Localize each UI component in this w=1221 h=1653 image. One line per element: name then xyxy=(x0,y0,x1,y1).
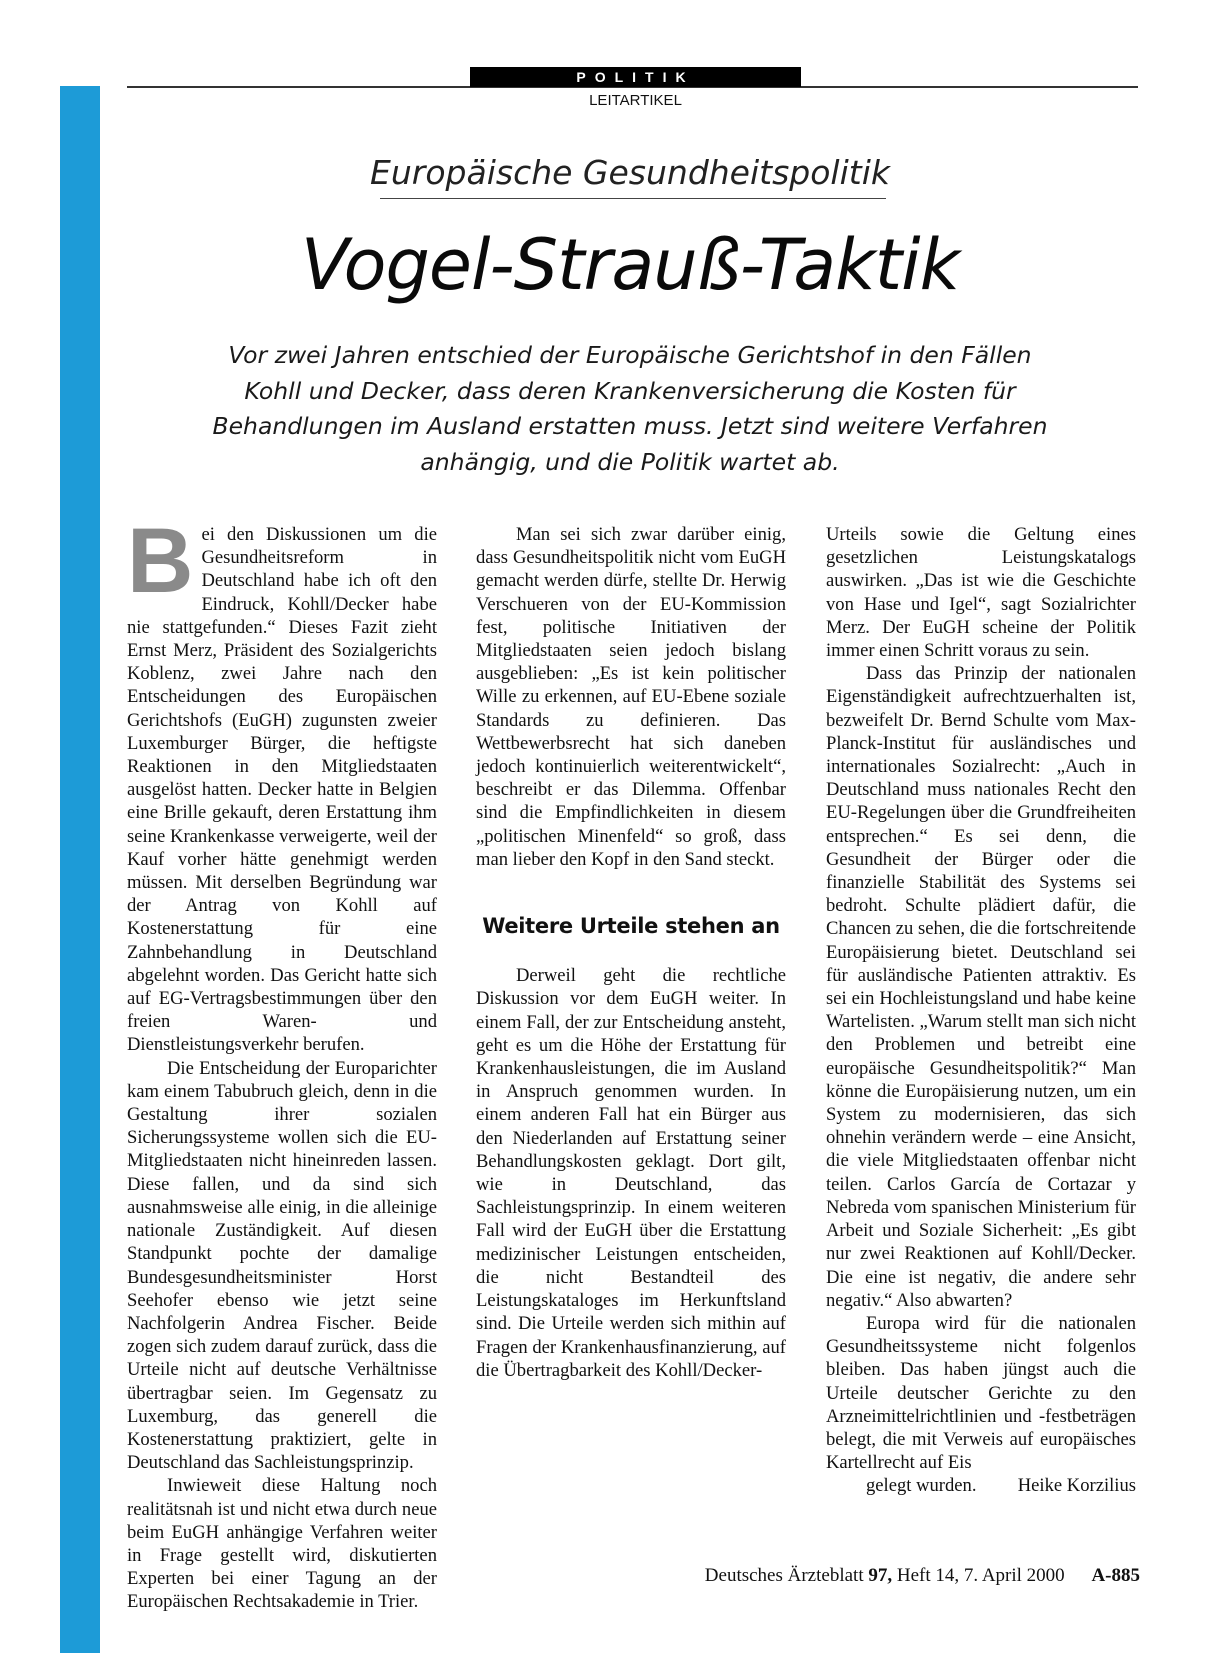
author-name: Heike Korzilius xyxy=(1017,1475,1136,1497)
column-1 xyxy=(127,510,437,1614)
journal-name: Deutsches Ärzteblatt xyxy=(704,1565,864,1586)
paragraph-5-continued: Urteils sowie die Geltung eines gesetzlichen Leistungskatalogs auswirken. „Das ist wie die Geschichte von Hase und Igel“, sagt Sozialrichter Merz. Der EuGH scheine der Politik immer einen Schritt voraus zu sein. xyxy=(826,524,1136,662)
journal-issue: Heft 14, 7. April 2000 xyxy=(896,1565,1065,1586)
paragraph-4: Man sei sich zwar darüber einig, dass Gesundheitspolitik nicht vom EuGH gemacht werden dürfe, stellte Dr. Herwig Verschueren von der EU-Kommission fest, politische Initiativen der Mitgliedstaaten seien jedoch bislang ausgeblieben: „Es ist kein politischer Wille zu erkennen, auf EU-Ebene soziale Standards zu definieren. Das Wettbewerbsrecht hat sich daneben jedoch kontinuierlich weiterentwickelt“, beschreibt er das Dilemma. Offenbar sind die Empfindlichkeiten in diesem „politischen Minenfeld“ so groß, dass man lieber den Kopf in den Sand steckt. xyxy=(476,524,786,870)
paragraph-6: Dass das Prinzip der nationalen Eigenständigkeit aufrechtzuerhalten ist, bezweifelt Dr. Bernd Schulte vom Max-Planck-Institut für ausländisches und internationales Sozialrecht: „Auch in Deutschland muss nationales Recht den EU-Regelungen über die Grundfreiheiten entsprechen.“ Es sei denn, die Gesundheit der Bürger oder die finanzielle Stabilität des Systems sei bedroht. Schulte plädiert dafür, die Chancen zu sehen, die die fortschreitende Europäisierung bietet. Deutschland sei für ausländische Patienten attraktiv. Es sei ein Hochleistungsland und habe keine Wartelisten. „Warum stellt man sich nicht den Problemen und betreibt eine europäische Gesundheitspolitik?“ Man könne die Europäisierung nutzen, um ein System zu modernisieren, das sich ohnehin verändern werde – eine Ansicht, die viele Mitgliedstaaten offenbar nicht teilen. Carlos García de Cortazar y Nebreda vom spanischen Ministerium für Arbeit und Soziale Sicherheit: „Es gibt nur zwei Reaktionen auf Kohll/Decker. Die eine ist negativ, die andere sehr negativ.“ Also abwarten? xyxy=(826,663,1136,1311)
paragraph-5: Derweil geht die rechtliche Diskussion vor dem EuGH weiter. In einem Fall, der zur Entscheidung ansteht, geht es um die Höhe der Erstattung für Krankenhausleistungen, die im Ausland in Anspruch genommen wurden. In einem anderen Fall hat ein Bürger aus den Niederlanden auf Erstattung seiner Behandlungskosten geklagt. Dort gilt, wie in Deutschland, das Sachleistungsprinzip. In einem weiteren Fall wird der EuGH über die Erstattung medizinischer Leistungen entscheiden, die nicht Bestandteil des Leistungskataloges im Herkunftsland sind. Die Urteile werden sich mithin auf Fragen der Krankenhausfinanzierung, auf die Übertragbarkeit des Kohll/Decker- xyxy=(476,965,786,1381)
signature-line xyxy=(826,1474,1136,1497)
page-number: A-885 xyxy=(1091,1565,1140,1586)
side-color-bar xyxy=(60,86,100,1653)
paragraph-3: Inwieweit diese Haltung noch realitätsnah ist und nicht etwa durch neue beim EuGH anhängige Verfahren weiter in Frage gestellt wird, diskutierten Experten bei einer Tagung an der Europäischen Rechtsakademie in Trier. xyxy=(127,1475,437,1613)
paragraph-1 xyxy=(127,510,437,1057)
section-tag: POLITIK xyxy=(470,67,801,87)
article-headline: Vogel-Strauß-Taktik xyxy=(300,224,960,306)
column-3 xyxy=(826,523,1136,1498)
subheading: Weitere Urteile stehen an xyxy=(482,914,780,939)
kicker-rule xyxy=(380,198,886,199)
page-footer xyxy=(600,1565,1140,1587)
paragraph-2: Die Entscheidung der Europarichter kam einem Tabubruch gleich, denn in die Gestaltung ihrer sozialen Sicherungssysteme wollen sich die EU-Mitgliedstaaten nicht hineinreden lassen. Diese fallen, und da sind sich ausnahmsweise alle einig, in die alleinige nationale Zuständigkeit. Auf diesen Standpunkt pochte der damalige Bundesgesundheitsminister Horst Seehofer ebenso wie jetzt seine Nachfolgerin Andrea Fischer. Beide zogen sich zudem darauf zurück, dass die Urteile nicht auf deutsche Verhältnisse übertragbar seien. Im Gegensatz zu Luxemburg, das generell die Kostenerstattung praktiziert, gelte in Deutschland das Sachleistungsprinzip. xyxy=(127,1057,437,1474)
paragraph-7-end: gelegt wurden. xyxy=(866,1475,977,1497)
subsection-label: LEITARTIKEL xyxy=(589,92,682,109)
article-kicker: Europäische Gesundheitspolitik xyxy=(370,153,890,192)
column-2 xyxy=(476,523,786,1382)
article-lede: Vor zwei Jahren entschied der Europäische Gerichtshof in den Fällen Kohll und Decker, dass deren Krankenversicherung die Kosten für Behandlungen im Ausland erstatten muss. Jetzt sind weitere Verfahren anhängig, und die Politik wartet ab. xyxy=(212,341,1048,476)
drop-cap: B xyxy=(127,510,194,612)
journal-volume: 97, xyxy=(868,1565,893,1586)
paragraph-7: Europa wird für die nationalen Gesundheitssysteme nicht folgenlos bleiben. Das haben jüngst auch die Urteile deutscher Gerichte zu den Arzneimittelrichtlinien und -festbeträgen belegt, die mit Verweis auf europäisches Kartellrecht auf Eis xyxy=(826,1312,1136,1474)
paragraph-1-text: ei den Diskussionen um die Gesundheitsreform in Deutschland habe ich oft den Eindruck, Kohll/Decker habe nie stattgefunden.“ Dieses Fazit zieht Ernst Merz, Präsident des Sozialgerichts Koblenz, zwei Jahre nach den Entscheidungen des Europäischen Gerichtshofs (EuGH) zugunsten zweier Luxemburger Bürger, die heftigste Reaktionen in den Mitgliedstaaten ausgelöst hatten. Decker hatte in Belgien eine Brille gekauft, deren Erstattung ihm seine Krankenkasse verweigerte, weil der Kauf vorher hätte genehmigt werden müssen. Mit derselben Begründung war der Antrag von Kohll auf Kostenerstattung für eine Zahnbehandlung in Deutschland abgelehnt worden. Das Gericht hatte sich auf EG-Vertragsbestimmungen über den freien Waren- und Dienstleistungsverkehr berufen. xyxy=(127,524,437,1056)
